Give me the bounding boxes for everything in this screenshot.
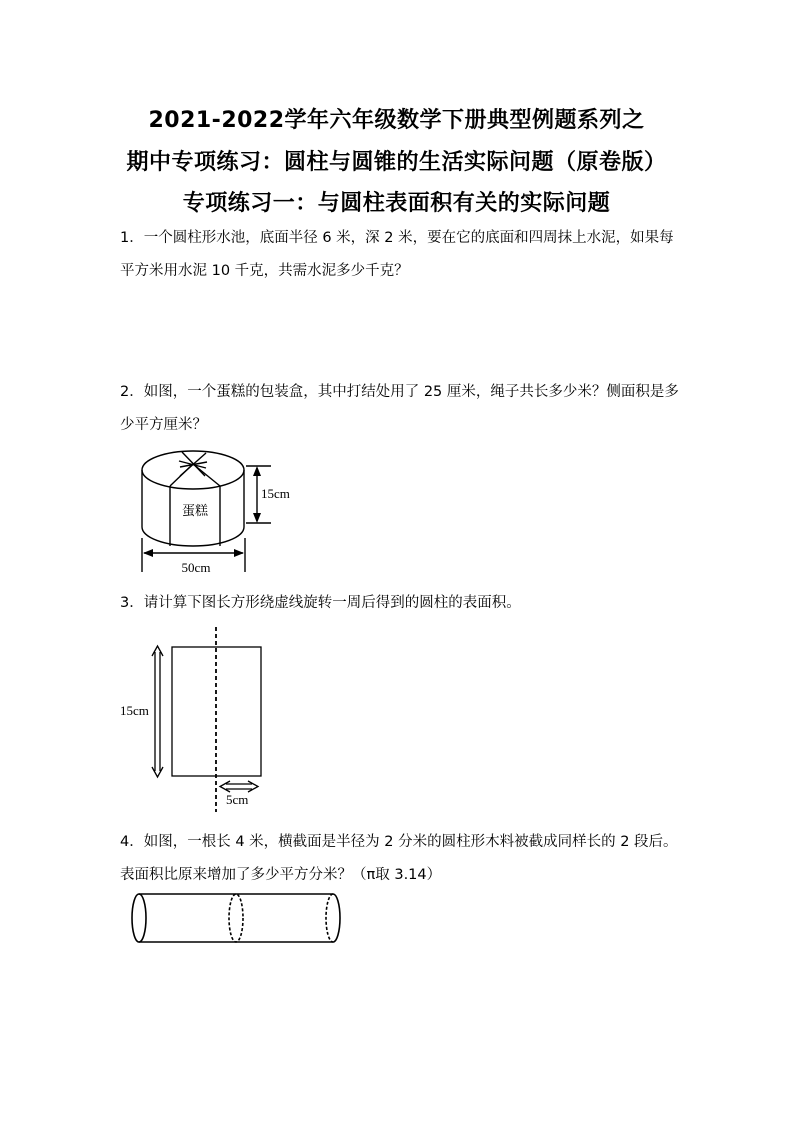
document-title-line-2: 期中专项练习：圆柱与圆锥的生活实际问题（原卷版） — [126, 150, 667, 175]
question-3: 3．请计算下图长方形绕虚线旋转一周后得到的圆柱的表面积。 — [120, 595, 521, 611]
question-1: 1．一个圆柱形水池，底面半径 6 米，深 2 米，要在它的底面和四周抹上水泥，如果每平方米用水泥 10 千克，共需水泥多少千克？ — [120, 230, 674, 279]
document-title-line-1: 2021-2022学年六年级数学下册典型例题系列之 — [148, 108, 645, 133]
question-2: 2．如图，一个蛋糕的包装盒，其中打结处用了 25 厘米，绳子共长多少米？侧面积是多少平方厘米？ — [120, 384, 679, 433]
cake-width-label: 50cm — [181, 560, 211, 575]
rect-height-label: 15cm — [120, 703, 149, 718]
question-4: 4．如图，一根长 4 米，横截面是半径为 2 分米的圆柱形木料被截成同样长的 2 段后。表面积比原来增加了多少平方分米？（π取 3.14） — [120, 834, 678, 883]
cake-label: 蛋糕 — [181, 504, 209, 519]
rect-width-label: 5cm — [226, 792, 249, 807]
document-title-line-3: 专项练习一：与圆柱表面积有关的实际问题 — [182, 191, 611, 216]
cake-height-label: 15cm — [261, 486, 290, 501]
